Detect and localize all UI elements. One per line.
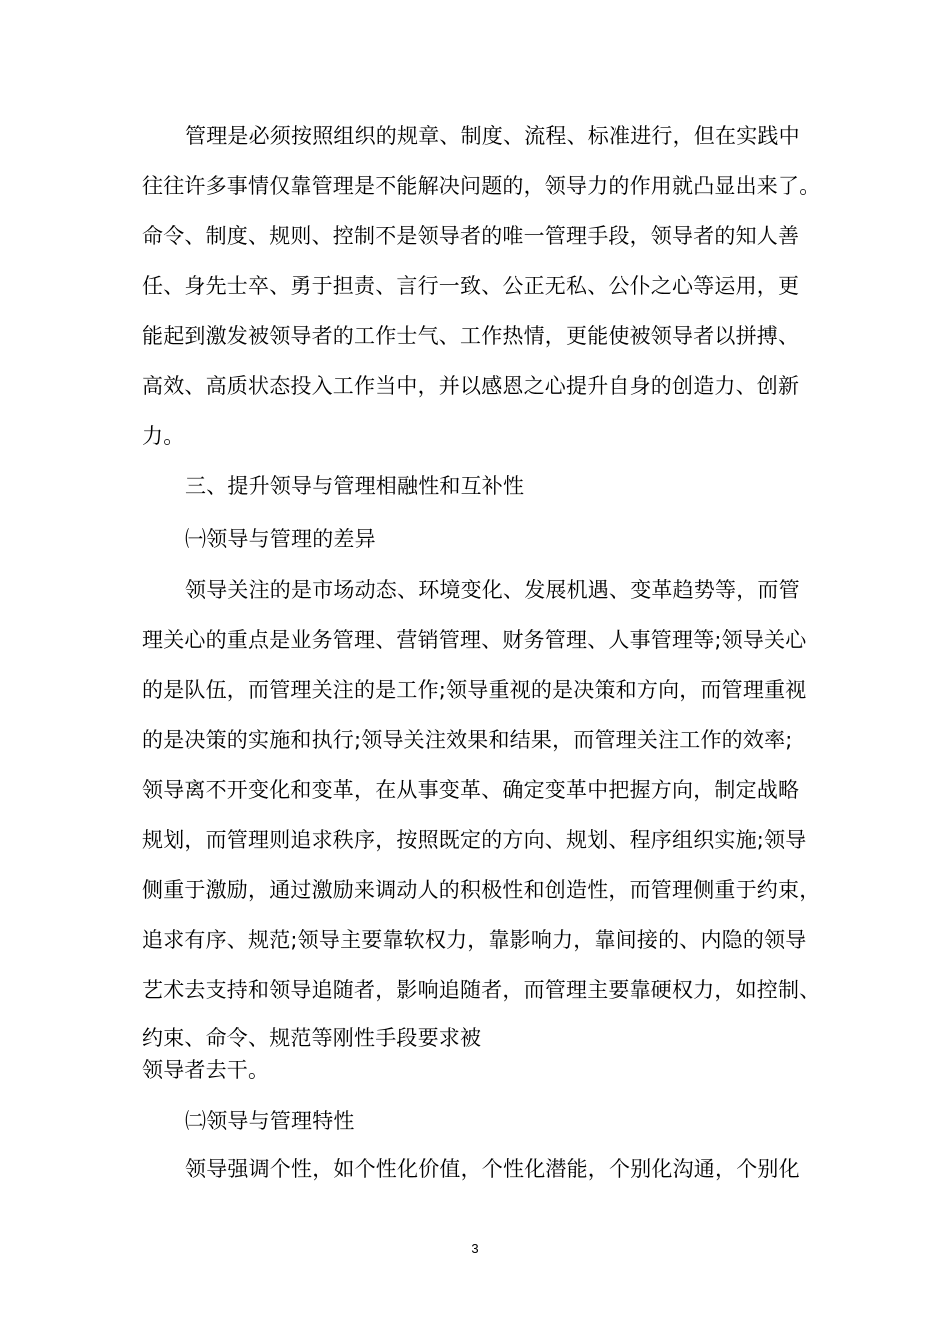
sub-heading: ㈠领导与管理的差异	[185, 527, 376, 551]
paragraph-line: 侧重于激励，通过激励来调动人的积极性和创造性，而管理侧重于约束，	[142, 878, 821, 902]
paragraph-line: 理关心的重点是业务管理、营销管理、财务管理、人事管理等;领导关心	[142, 628, 807, 652]
paragraph-line: 任、身先士卒、勇于担责、言行一致、公正无私、公仆之心等运用，更	[142, 274, 800, 298]
paragraph-line: 约束、命令、规范等刚性手段要求被	[142, 1026, 482, 1050]
sub-heading: ㈡领导与管理特性	[185, 1109, 355, 1133]
page-number: 3	[471, 1241, 479, 1256]
paragraph-line: 能起到激发被领导者的工作士气、工作热情，更能使被领导者以拼搏、	[142, 324, 800, 348]
paragraph-line: 往往许多事情仅靠管理是不能解决问题的，领导力的作用就凸显出来了。	[142, 174, 821, 198]
paragraph-line: 艺术去支持和领导追随者，影响追随者，而管理主要靠硬权力，如控制、	[142, 978, 821, 1002]
paragraph-line: 高效、高质状态投入工作当中，并以感恩之心提升自身的创造力、创新	[142, 374, 800, 398]
section-heading: 三、提升领导与管理相融性和互补性	[185, 474, 525, 498]
paragraph-line: 领导强调个性，如个性化价值，个性化潜能，个别化沟通，个别化	[185, 1157, 800, 1181]
paragraph-line: 命令、制度、规则、控制不是领导者的唯一管理手段，领导者的知人善	[142, 224, 800, 248]
paragraph-line: 规划，而管理则追求秩序，按照既定的方向、规划、程序组织实施;领导	[142, 828, 807, 852]
paragraph-line: 追求有序、规范;领导主要靠软权力，靠影响力，靠间接的、内隐的领导	[142, 928, 807, 952]
paragraph-line: 的是队伍，而管理关注的是工作;领导重视的是决策和方向，而管理重视	[142, 678, 807, 702]
paragraph-line: 领导者去干。	[142, 1058, 270, 1082]
paragraph-line: 力。	[142, 424, 185, 448]
paragraph-line: 领导离不开变化和变革，在从事变革、确定变革中把握方向，制定战略	[142, 778, 800, 802]
paragraph-line: 管理是必须按照组织的规章、制度、流程、标准进行，但在实践中	[185, 124, 800, 148]
paragraph-line: 领导关注的是市场动态、环境变化、发展机遇、变革趋势等，而管	[185, 578, 800, 602]
paragraph-line: 的是决策的实施和执行;领导关注效果和结果，而管理关注工作的效率;	[142, 728, 793, 752]
